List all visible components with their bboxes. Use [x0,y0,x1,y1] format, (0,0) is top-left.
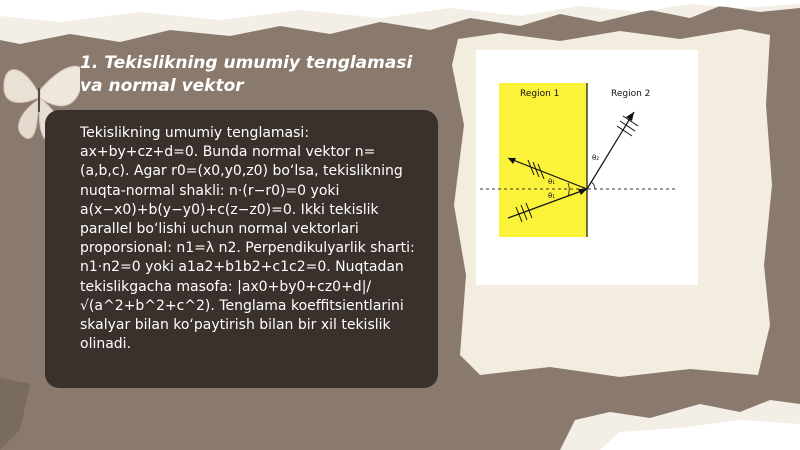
transmitted-ray [587,112,634,189]
slide-title: 1. Tekislikning umumiy tenglamasi va normal vektor [80,53,413,96]
transmitted-ray-wavefronts [617,116,638,136]
refraction-diagram [476,50,698,285]
angle-label-bottom: θ₁ [548,192,556,200]
region-1-label: Region 1 [520,89,560,99]
slide-body-text: Tekislikning umumiy tenglamasi: ax+by+cz+d=0. Bunda normal vektor n=(a,b,c). Agar r0=(x0,y0,z0) bo‘lsa, tekislikning nuqta-normal shakli: n·(r−r0)=0 yoki a(x−x0)+b(y−y0)+c(z−z0)=0. Ikki tekislik parallel bo‘lishi uchun normal vektorlari proporsional: n1=λ n2. Perpendikulyarlik sharti: n1·n2=0 yoki a1a2+b1b2+c1c2=0. Nuqtadan tekislikgacha masofa: |ax0+by0+cz0+d|/√(a^2+b^2+c^2). Tenglama koeffitsientlarini skalyar bilan ko‘paytirish bilan bir xil tekislik olinadi. [80,125,415,353]
angle-label-right: θ₂ [592,154,600,162]
transmitted-ray-arrow-icon [626,112,634,121]
refraction-diagram-svg [476,50,698,285]
angle-label-top: θ₁ [548,178,556,186]
region-2-label: Region 2 [611,89,651,99]
